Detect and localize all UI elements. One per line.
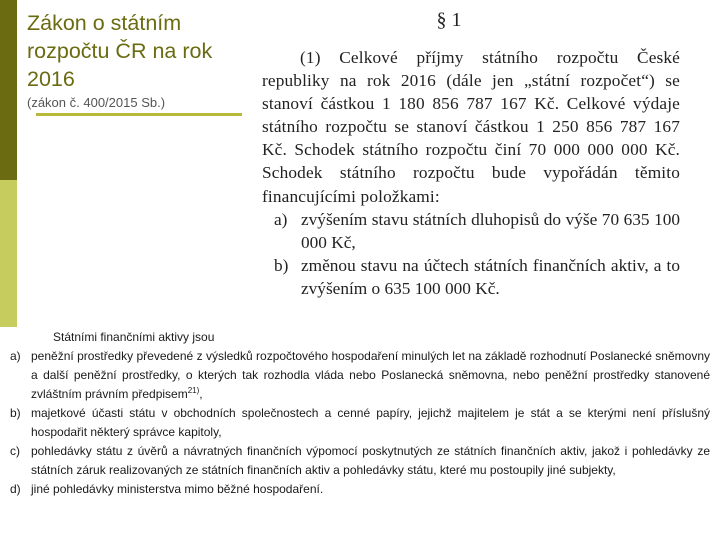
asset-item-label: b) (10, 406, 21, 420)
footnote-ref: 21) (187, 386, 200, 395)
asset-item (10, 442, 710, 480)
asset-item-text: peněžní prostředky převedené z výsledků rozpočtového hospodaření minulých let na základě rozhodnutí Poslanecké sněmovny a další peněžní prostředky, o kterých tak rozhodla vláda nebo Poslanecká sněmovna, nebo peněžní prostředky stanovené zvláštním právním předpisem (31, 349, 710, 401)
asset-item-tail: , (199, 387, 203, 401)
asset-item (10, 480, 710, 499)
law-item-label: b) (274, 255, 289, 275)
law-item (262, 208, 680, 254)
accent-bar-dark (0, 0, 17, 180)
title-underline (36, 113, 242, 116)
law-excerpt (262, 8, 680, 300)
asset-item-label: a) (10, 349, 21, 363)
assets-definition (10, 328, 710, 499)
asset-item (10, 347, 710, 404)
assets-heading: Státními finančními aktivy jsou (53, 330, 215, 344)
law-paragraph: (1) Celkové příjmy státního rozpočtu České republiky na rok 2016 (dále jen „státní rozpočet“) se stanoví částkou 1 180 856 787 167 Kč. Celkové výdaje státního rozpočtu se stanoví částkou 1 250 856 787 167 Kč. Schodek státního rozpočtu činí 70 000 000 000 Kč. Schodek státního rozpočtu bude vypořádán těmito financujícími položkami: (262, 48, 680, 206)
slide-title: Zákon o státním rozpočtu ČR na rok 2016 (27, 11, 213, 91)
asset-item-label: c) (10, 444, 20, 458)
asset-item-text: jiné pohledávky ministerstva mimo běžné hospodaření. (31, 482, 324, 496)
section-heading: § 1 (436, 9, 462, 31)
law-item (262, 254, 680, 300)
asset-item-text: majetkové účasti státu v obchodních společnostech a cenné papíry, jejichž majitelem je stát a se kterými není příslušný hospodařit některý správce kapitoly, (31, 406, 710, 439)
law-item-text: zvýšením stavu státních dluhopisů do výše 70 635 100 000 Kč, (301, 209, 680, 252)
law-item-text: změnou stavu na účtech státních finančních aktiv, a to zvýšením o 635 100 000 Kč. (301, 255, 680, 298)
asset-item-text: pohledávky státu z úvěrů a návratných finančních výpomocí poskytnutých ze státních finančních aktiv, jakož i pohledávky ze státních záruk realizovaných ze státních finančních aktiv a pohledávky státu, které mu postoupily jiné subjekty, (31, 444, 710, 477)
slide-subtitle: (zákon č. 400/2015 Sb.) (27, 95, 166, 110)
asset-item (10, 404, 710, 442)
asset-item-label: d) (10, 482, 21, 496)
accent-bar-light (0, 180, 17, 327)
law-item-label: a) (274, 209, 288, 229)
